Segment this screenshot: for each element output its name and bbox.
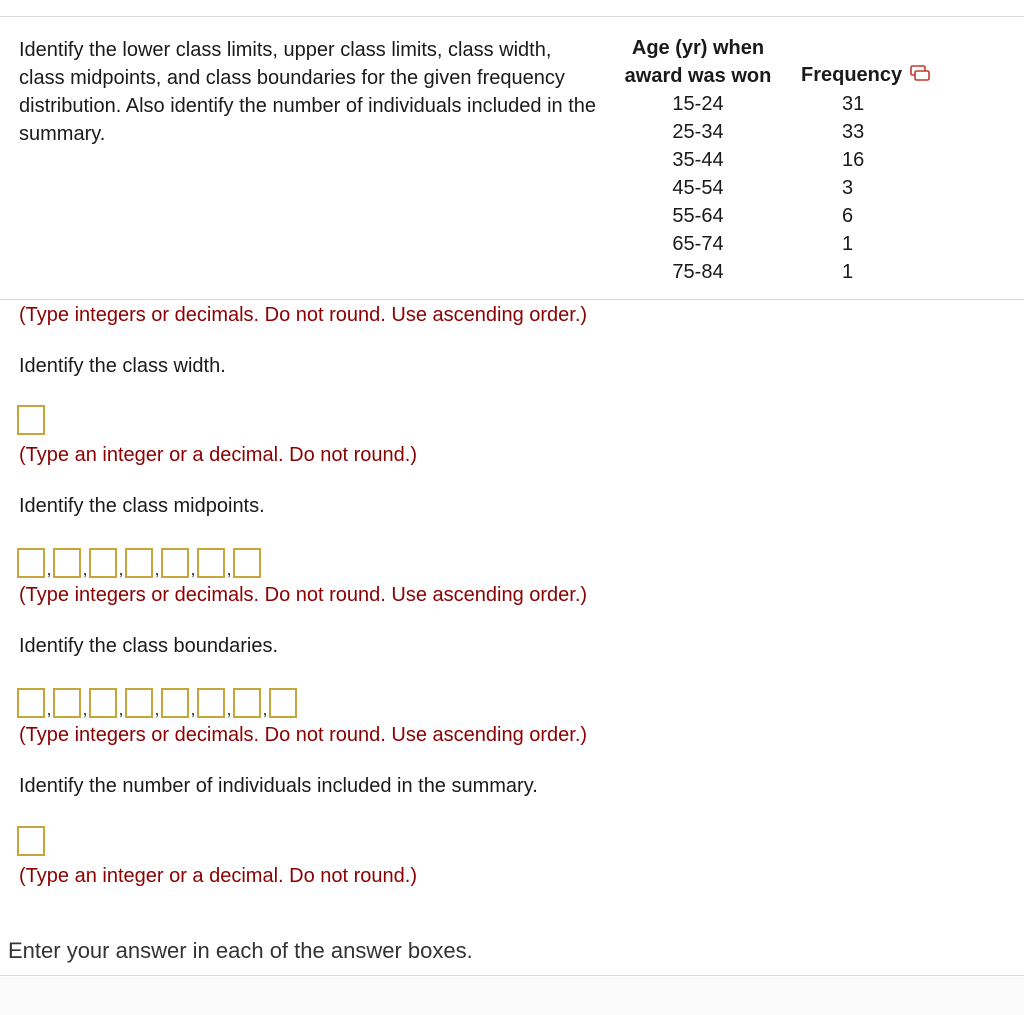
table-row [605,174,982,202]
midpoint-input-5[interactable] [161,548,189,578]
problem-divider [0,299,1024,300]
midpoint-input-2[interactable] [53,548,81,578]
frequency-cell: 6 [842,205,854,227]
class-width-input[interactable] [17,405,45,435]
midpoints-hint: (Type integers or decimals. Do not round. Use ascending order.) [19,584,588,606]
table-row [605,146,982,174]
age-cell: 65-74 [672,233,724,255]
age-header-line2: award was won [624,65,772,87]
comma-separator: , [46,699,52,719]
boundary-input-5[interactable] [161,688,189,718]
frequency-cell: 16 [842,149,865,171]
boundary-input-4[interactable] [125,688,153,718]
frequency-table [605,34,982,286]
individuals-count-answer-row [17,826,45,856]
age-cell: 25-34 [672,121,724,143]
boundary-input-7[interactable] [233,688,261,718]
frequency-cell: 3 [842,177,854,199]
age-cell: 55-64 [672,205,724,227]
bottom-divider [0,975,1024,976]
answer-instruction: Enter your answer in each of the answer boxes. [8,938,473,963]
comma-separator: , [190,699,196,719]
age-cell: 35-44 [672,149,724,171]
frequency-cell: 1 [842,233,854,255]
comma-separator: , [82,559,88,579]
boundary-input-8[interactable] [269,688,297,718]
count-hint: (Type an integer or a decimal. Do not round.) [19,865,417,887]
individuals-count-input[interactable] [17,826,45,856]
age-column-header [605,34,791,90]
boundary-input-1[interactable] [17,688,45,718]
table-row [605,202,982,230]
comma-separator: , [226,559,232,579]
midpoint-input-1[interactable] [17,548,45,578]
comma-separator: , [190,559,196,579]
age-cell: 45-54 [672,177,724,199]
frequency-cell: 31 [842,93,865,115]
copy-icon[interactable] [910,62,930,90]
comma-separator: , [262,699,268,719]
midpoint-input-7[interactable] [233,548,261,578]
frequency-header-label: Frequency [801,64,903,87]
bottom-band [0,977,1024,1015]
comma-separator: , [118,699,124,719]
individuals-count-question: Identify the number of individuals included in the summary. [19,775,538,797]
frequency-cell: 1 [842,261,854,283]
midpoint-input-3[interactable] [89,548,117,578]
class-boundaries-answer-row [17,688,297,718]
table-row [605,118,982,146]
comma-separator: , [118,559,124,579]
comma-separator: , [82,699,88,719]
problem-prompt: Identify the lower class limits, upper class limits, class width, class midpoints, and class boundaries for the given frequency distribution. Also identify the number of individuals included in the summary. [19,39,597,145]
frequency-column-header [791,34,982,90]
class-boundaries-question: Identify the class boundaries. [19,635,279,657]
boundary-input-3[interactable] [89,688,117,718]
comma-separator: , [46,559,52,579]
table-row [605,258,982,286]
class-midpoints-question: Identify the class midpoints. [19,495,265,517]
width-hint: (Type an integer or a decimal. Do not round.) [19,444,417,466]
class-midpoints-answer-row [17,548,261,578]
top-divider [0,16,1024,17]
midpoint-input-6[interactable] [197,548,225,578]
age-cell: 75-84 [672,261,724,283]
boundaries-hint: (Type integers or decimals. Do not round. Use ascending order.) [19,724,588,746]
age-cell: 15-24 [672,93,724,115]
comma-separator: , [154,699,160,719]
limits-hint: (Type integers or decimals. Do not round. Use ascending order.) [19,304,588,326]
boundary-input-2[interactable] [53,688,81,718]
frequency-cell: 33 [842,121,865,143]
class-width-answer-row [17,405,45,435]
class-width-question: Identify the class width. [19,355,226,377]
age-header-line1: Age (yr) when [631,37,765,59]
table-row [605,90,982,118]
boundary-input-6[interactable] [197,688,225,718]
midpoint-input-4[interactable] [125,548,153,578]
comma-separator: , [154,559,160,579]
table-row [605,230,982,258]
comma-separator: , [226,699,232,719]
